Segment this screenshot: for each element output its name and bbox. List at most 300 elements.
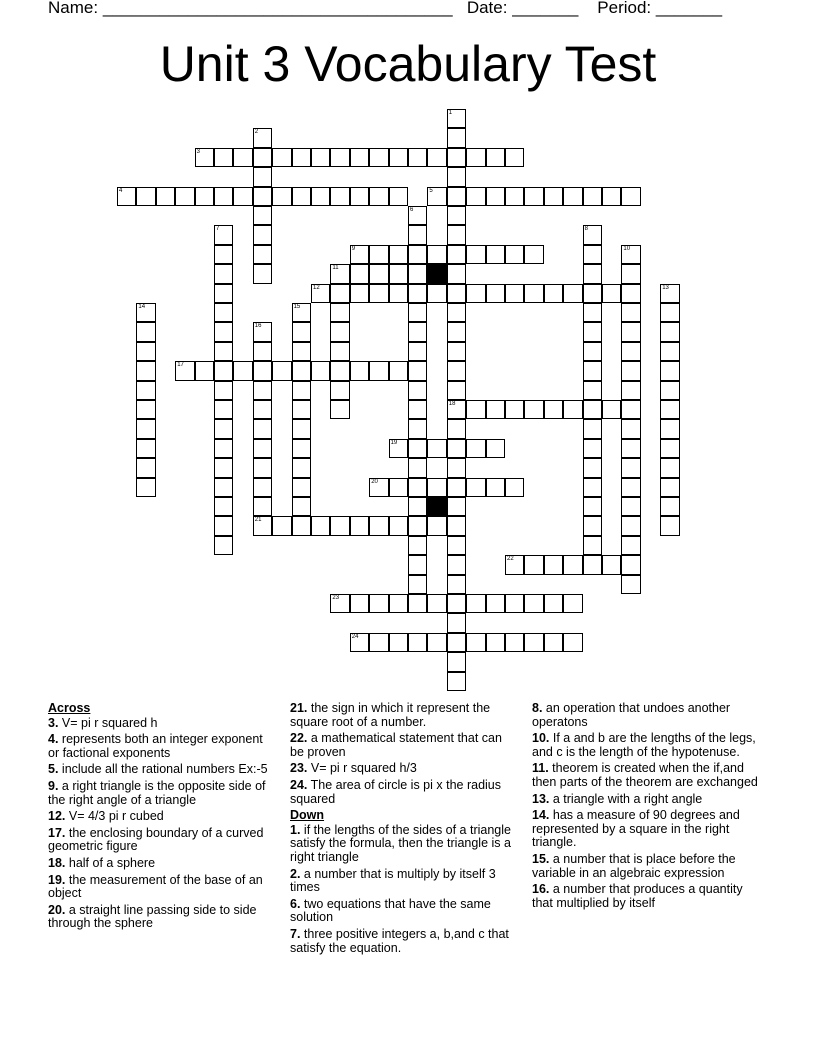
grid-cell[interactable] [583,303,602,322]
grid-cell[interactable] [505,594,524,613]
grid-cell[interactable] [292,187,311,206]
grid-cell[interactable] [292,516,311,535]
grid-cell[interactable] [330,342,349,361]
grid-cell[interactable] [486,439,505,458]
grid-cell[interactable] [447,458,466,477]
grid-cell[interactable] [136,187,155,206]
grid-cell[interactable] [136,361,155,380]
grid-cell[interactable] [524,633,543,652]
grid-cell[interactable] [175,187,194,206]
grid-cell[interactable] [563,594,582,613]
name-line[interactable]: _____________________________________ [102,0,453,17]
grid-cell[interactable] [621,497,640,516]
grid-cell[interactable] [214,516,233,535]
grid-cell[interactable] [311,516,330,535]
grid-cell[interactable] [427,633,446,652]
grid-cell[interactable] [621,575,640,594]
grid-cell[interactable] [466,284,485,303]
grid-cell[interactable] [505,633,524,652]
grid-cell[interactable] [660,458,679,477]
grid-cell[interactable] [563,633,582,652]
grid-cell[interactable] [427,478,446,497]
grid-cell[interactable] [621,284,640,303]
grid-cell[interactable] [583,225,602,244]
grid-cell[interactable] [330,516,349,535]
grid-cell[interactable] [447,400,466,419]
clue-number-label: 18. [48,855,66,870]
grid-cell[interactable] [253,245,272,264]
grid-cell[interactable] [369,516,388,535]
grid-cell[interactable] [253,419,272,438]
grid-cell[interactable] [253,206,272,225]
grid-cell[interactable] [621,361,640,380]
grid-cell[interactable] [466,187,485,206]
grid-cell[interactable] [447,109,466,128]
grid-cell[interactable] [253,497,272,516]
grid-cell[interactable] [621,245,640,264]
grid-cell[interactable] [466,148,485,167]
grid-cell[interactable] [505,187,524,206]
grid-cell[interactable] [175,361,194,380]
grid-cell[interactable] [233,361,252,380]
grid-cell[interactable] [583,245,602,264]
grid-cell[interactable] [621,342,640,361]
grid-cell[interactable] [253,381,272,400]
grid-cell[interactable] [214,400,233,419]
grid-cell[interactable] [427,439,446,458]
grid-cell[interactable] [524,245,543,264]
grid-cell[interactable] [486,148,505,167]
grid-cell[interactable] [660,284,679,303]
grid-cell[interactable] [214,322,233,341]
grid-cell[interactable] [486,400,505,419]
grid-cell[interactable] [292,322,311,341]
grid-cell[interactable] [369,594,388,613]
grid-cell[interactable] [292,478,311,497]
clue-item [48,763,276,777]
grid-cell[interactable] [544,555,563,574]
grid-cell[interactable] [311,284,330,303]
grid-cell[interactable] [292,361,311,380]
grid-cell[interactable] [583,322,602,341]
grid-cell[interactable] [563,400,582,419]
grid-cell[interactable] [350,245,369,264]
grid-cell[interactable] [253,400,272,419]
grid-cell[interactable] [292,381,311,400]
grid-cell[interactable] [544,187,563,206]
grid-cell[interactable] [292,342,311,361]
grid-cell[interactable] [408,264,427,283]
grid-cell[interactable] [621,381,640,400]
grid-cell[interactable] [524,187,543,206]
grid-cell[interactable] [330,148,349,167]
grid-cell[interactable] [350,264,369,283]
grid-cell[interactable] [447,128,466,147]
grid-cell[interactable] [408,206,427,225]
grid-cell[interactable] [447,167,466,186]
grid-cell[interactable] [214,497,233,516]
grid-cell[interactable] [330,322,349,341]
grid-cell[interactable] [621,303,640,322]
grid-cell[interactable] [544,594,563,613]
grid-cell[interactable] [583,516,602,535]
grid-cell[interactable] [253,225,272,244]
grid-cell[interactable] [427,284,446,303]
grid-cell[interactable] [447,516,466,535]
grid-cell[interactable] [292,497,311,516]
grid-cell[interactable] [292,148,311,167]
grid-cell[interactable] [621,536,640,555]
grid-cell[interactable] [214,284,233,303]
grid-cell[interactable] [447,361,466,380]
grid-cell[interactable] [389,439,408,458]
grid-cell[interactable] [583,187,602,206]
grid-cell[interactable] [621,555,640,574]
grid-cell[interactable] [583,439,602,458]
grid-cell[interactable] [621,419,640,438]
grid-cell[interactable] [583,342,602,361]
grid-cell[interactable] [524,400,543,419]
grid-cell[interactable] [330,400,349,419]
grid-cell[interactable] [621,400,640,419]
grid-cell[interactable] [272,187,291,206]
grid-cell[interactable] [136,303,155,322]
grid-cell[interactable] [330,187,349,206]
grid-cell[interactable] [214,245,233,264]
grid-cell[interactable] [292,419,311,438]
grid-cell[interactable] [136,439,155,458]
grid-cell[interactable] [466,594,485,613]
grid-cell[interactable] [505,148,524,167]
grid-cell[interactable] [621,264,640,283]
grid-cell[interactable] [447,303,466,322]
grid-cell[interactable] [369,478,388,497]
grid-cell[interactable] [292,303,311,322]
grid-cell[interactable] [156,187,175,206]
grid-cell[interactable] [253,148,272,167]
grid-cell[interactable] [524,594,543,613]
grid-cell[interactable] [427,187,446,206]
grid-cell[interactable] [447,439,466,458]
grid-cell[interactable] [253,187,272,206]
grid-cell[interactable] [583,264,602,283]
grid-cell[interactable] [350,187,369,206]
grid-cell[interactable] [544,633,563,652]
grid-cell[interactable] [389,361,408,380]
grid-cell[interactable] [563,555,582,574]
grid-cell[interactable] [408,555,427,574]
grid-cell[interactable] [214,458,233,477]
grid-cell[interactable] [214,225,233,244]
grid-cell[interactable] [583,361,602,380]
grid-cell[interactable] [330,361,349,380]
grid-cell[interactable] [447,536,466,555]
grid-cell[interactable] [447,575,466,594]
grid-cell[interactable] [195,187,214,206]
grid-cell[interactable] [466,245,485,264]
grid-cell[interactable] [389,633,408,652]
grid-cell[interactable] [408,148,427,167]
grid-cell[interactable] [447,225,466,244]
grid-cell[interactable] [447,672,466,691]
grid-cell[interactable] [447,187,466,206]
grid-cell[interactable] [447,555,466,574]
grid-cell[interactable] [311,187,330,206]
clue-number: 13 [662,284,669,291]
grid-cell[interactable] [505,284,524,303]
grid-cell[interactable] [214,303,233,322]
grid-cell[interactable] [350,361,369,380]
clue-number: 16 [254,323,262,330]
grid-cell[interactable] [369,284,388,303]
grid-cell[interactable] [583,381,602,400]
grid-cell[interactable] [544,284,563,303]
grid-cell[interactable] [447,594,466,613]
grid-cell[interactable] [195,148,214,167]
grid-cell[interactable] [408,400,427,419]
grid-cell[interactable] [253,516,272,535]
grid-cell[interactable] [389,264,408,283]
grid-cell[interactable] [292,458,311,477]
grid-cell[interactable] [660,497,679,516]
grid-cell[interactable] [311,361,330,380]
grid-cell[interactable] [583,536,602,555]
grid-cell[interactable] [214,148,233,167]
grid-cell[interactable] [447,478,466,497]
grid-cell[interactable] [214,419,233,438]
grid-cell[interactable] [330,381,349,400]
grid-cell[interactable] [350,516,369,535]
grid-cell[interactable] [447,633,466,652]
grid-cell[interactable] [660,361,679,380]
grid-cell[interactable] [408,322,427,341]
clue-text: theorem is created when the if,and then parts of the theorem are exchanged [532,761,758,789]
date-line[interactable]: _______ [512,0,579,17]
grid-cell[interactable] [350,148,369,167]
grid-cell[interactable] [253,264,272,283]
grid-cell[interactable] [486,594,505,613]
grid-cell[interactable] [447,419,466,438]
grid-cell[interactable] [136,322,155,341]
grid-cell[interactable] [486,284,505,303]
grid-cell[interactable] [214,187,233,206]
grid-cell[interactable] [292,439,311,458]
grid-cell[interactable] [621,516,640,535]
grid-cell[interactable] [466,400,485,419]
grid-cell[interactable] [447,148,466,167]
grid-cell[interactable] [486,633,505,652]
grid-cell[interactable] [408,497,427,516]
grid-cell[interactable] [621,322,640,341]
grid-cell[interactable] [447,497,466,516]
grid-cell[interactable] [447,652,466,671]
grid-cell[interactable] [408,419,427,438]
grid-cell[interactable] [369,361,388,380]
grid-cell[interactable] [389,594,408,613]
grid-cell[interactable] [427,245,446,264]
grid-cell[interactable] [621,478,640,497]
grid-cell[interactable] [214,361,233,380]
grid-cell[interactable] [350,284,369,303]
grid-cell[interactable] [117,187,136,206]
grid-cell[interactable] [272,148,291,167]
grid-cell[interactable] [389,478,408,497]
grid-cell[interactable] [408,245,427,264]
grid-cell[interactable] [408,225,427,244]
grid-cell[interactable] [660,322,679,341]
grid-cell[interactable] [563,284,582,303]
clue-item [290,928,518,955]
grid-cell[interactable] [389,148,408,167]
grid-cell[interactable] [660,419,679,438]
grid-cell[interactable] [350,633,369,652]
grid-cell[interactable] [389,516,408,535]
grid-cell[interactable] [408,633,427,652]
grid-cell[interactable] [505,245,524,264]
grid-cell[interactable] [330,594,349,613]
grid-cell[interactable] [660,342,679,361]
grid-cell[interactable] [214,342,233,361]
grid-cell[interactable] [583,400,602,419]
grid-cell[interactable] [253,342,272,361]
grid-cell[interactable] [486,478,505,497]
grid-cell[interactable] [447,206,466,225]
grid-cell[interactable] [427,148,446,167]
grid-cell[interactable] [253,128,272,147]
grid-cell[interactable] [214,439,233,458]
grid-cell[interactable] [369,148,388,167]
grid-cell[interactable] [350,594,369,613]
grid-cell[interactable] [621,458,640,477]
grid-cell[interactable] [330,284,349,303]
grid-cell[interactable] [136,400,155,419]
grid-cell[interactable] [389,245,408,264]
grid-cell[interactable] [272,516,291,535]
grid-cell[interactable] [447,342,466,361]
grid-cell[interactable] [621,187,640,206]
grid-cell[interactable] [369,187,388,206]
grid-cell[interactable] [408,594,427,613]
grid-cell[interactable] [136,342,155,361]
grid-cell[interactable] [583,555,602,574]
grid-cell[interactable] [408,303,427,322]
grid-cell[interactable] [466,478,485,497]
grid-cell[interactable] [330,303,349,322]
grid-cell[interactable] [427,516,446,535]
grid-cell[interactable] [136,458,155,477]
grid-cell[interactable] [660,439,679,458]
grid-cell[interactable] [253,478,272,497]
grid-cell[interactable] [253,439,272,458]
grid-cell[interactable] [524,555,543,574]
grid-cell[interactable] [621,439,640,458]
grid-cell[interactable] [660,516,679,535]
grid-cell[interactable] [389,284,408,303]
grid-cell[interactable] [195,361,214,380]
clue-number-label: 14. [532,808,550,823]
grid-cell[interactable] [214,381,233,400]
grid-cell[interactable] [544,400,563,419]
grid-cell[interactable] [408,361,427,380]
grid-cell[interactable] [369,245,388,264]
clue-number: 2 [254,129,259,136]
grid-cell[interactable] [602,187,621,206]
grid-cell[interactable] [408,516,427,535]
period-line[interactable]: _______ [655,0,723,17]
grid-cell[interactable] [505,555,524,574]
grid-cell[interactable] [486,245,505,264]
grid-cell[interactable] [660,478,679,497]
grid-cell[interactable] [466,439,485,458]
grid-cell[interactable] [583,478,602,497]
grid-cell[interactable] [408,575,427,594]
grid-cell[interactable] [602,284,621,303]
grid-cell[interactable] [408,284,427,303]
grid-cell[interactable] [136,419,155,438]
grid-cell[interactable] [583,458,602,477]
grid-cell[interactable] [447,613,466,632]
grid-cell[interactable] [214,536,233,555]
grid-cell[interactable] [447,264,466,283]
grid-cell[interactable] [505,400,524,419]
grid-cell[interactable] [408,439,427,458]
grid-cell[interactable] [524,284,543,303]
grid-cell[interactable] [660,400,679,419]
clue-number: 9 [351,245,356,252]
grid-cell[interactable] [233,148,252,167]
grid-cell[interactable] [214,264,233,283]
grid-cell[interactable] [253,458,272,477]
grid-cell[interactable] [583,419,602,438]
grid-cell[interactable] [447,322,466,341]
grid-cell[interactable] [214,478,233,497]
grid-cell[interactable] [408,458,427,477]
grid-cell[interactable] [505,478,524,497]
grid-cell[interactable] [447,284,466,303]
grid-cell[interactable] [136,381,155,400]
clue-number: 23 [332,595,340,601]
grid-cell[interactable] [408,342,427,361]
grid-cell[interactable] [389,187,408,206]
grid-cell[interactable] [292,400,311,419]
grid-cell[interactable] [330,264,349,283]
grid-cell[interactable] [660,381,679,400]
grid-cell[interactable] [447,381,466,400]
grid-cell[interactable] [408,536,427,555]
grid-cell[interactable] [253,361,272,380]
grid-cell[interactable] [272,361,291,380]
grid-cell[interactable] [427,594,446,613]
grid-cell[interactable] [602,555,621,574]
grid-cell[interactable] [466,633,485,652]
grid-cell[interactable] [486,187,505,206]
grid-cell[interactable] [563,187,582,206]
grid-cell[interactable] [311,148,330,167]
grid-cell[interactable] [408,478,427,497]
grid-cell[interactable] [447,245,466,264]
grid-cell[interactable] [660,303,679,322]
grid-cell[interactable] [136,478,155,497]
grid-cell[interactable] [369,633,388,652]
grid-cell[interactable] [253,167,272,186]
grid-cell[interactable] [233,187,252,206]
grid-cell[interactable] [408,381,427,400]
grid-cell[interactable] [602,400,621,419]
grid-cell[interactable] [583,497,602,516]
grid-cell[interactable] [369,264,388,283]
grid-cell[interactable] [253,322,272,341]
grid-cell[interactable] [583,284,602,303]
